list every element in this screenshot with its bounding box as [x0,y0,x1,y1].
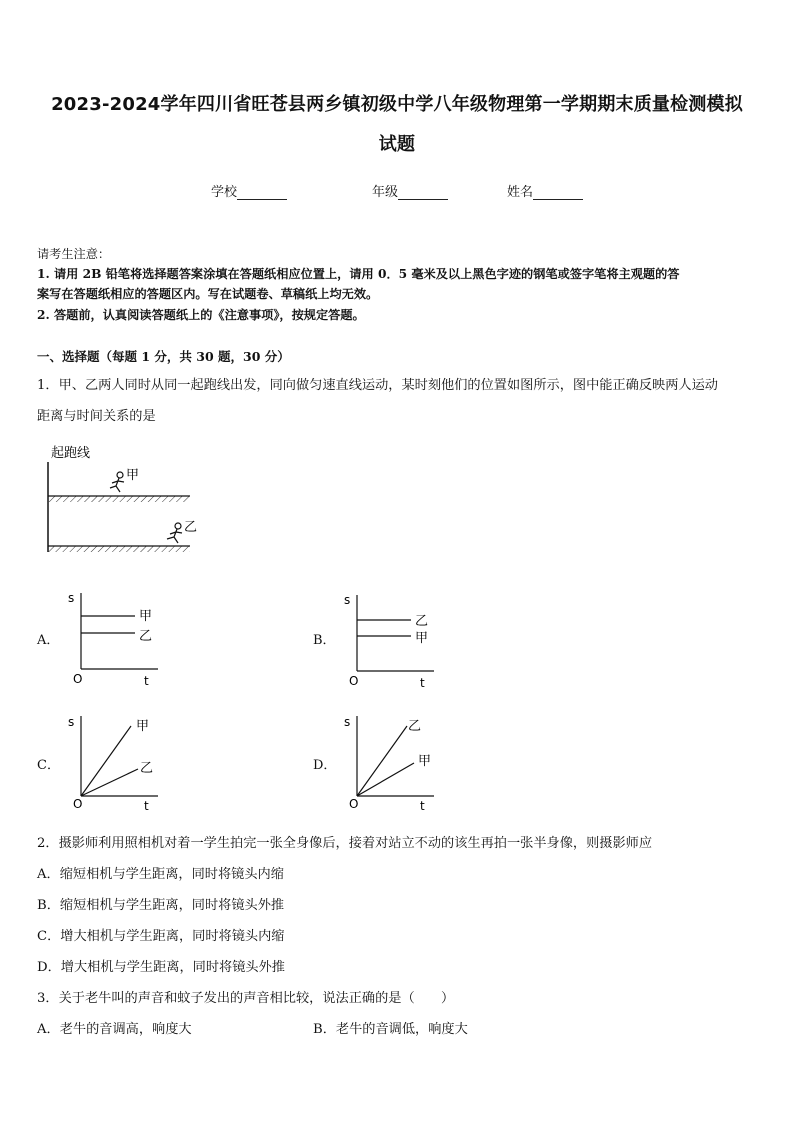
grade-label: 年级 [372,185,399,200]
runner-a-label: 甲 [126,468,140,483]
runner-icon [167,523,182,543]
q3-option-a: A．老牛的音调高，响度大 [37,1022,192,1037]
s-label: s [68,715,75,729]
graph-b [336,587,446,692]
notice-item-2: 2. 答题前，认真阅读答题纸上的《注意事项》，按规定答题。 [37,308,365,322]
lane-bottom [48,546,190,552]
line-upper [357,726,407,796]
page-title: 2023-2024学年四川省旺苍县两乡镇初级中学八年级物理第一学期期末质量检测模拟 [51,94,743,115]
upper-label: 乙 [415,614,429,629]
origin-label: O [349,797,359,811]
origin-label: O [349,674,359,688]
lower-label: 甲 [415,631,429,646]
school-label: 学校 [211,185,238,200]
option-a-label: A． [37,633,60,648]
q2-text: 2．摄影师利用照相机对着一学生拍完一张全身像后，接着对站立不动的该生再拍一张半身像，则摄影师应 [37,836,653,851]
q3-option-b: B．老牛的音调低，响度大 [313,1022,468,1037]
q3-text: 3．关于老牛叫的声音和蚊子发出的声音相比较，说法正确的是（ ） [37,991,455,1006]
q2-option-a: A．缩短相机与学生距离，同时将镜头内缩 [37,867,284,882]
q1-text: 1．甲、乙两人同时从同一起跑线出发，同向做匀速直线运动，某时刻他们的位置如图所示，图中能正确反映两人运动 [37,378,718,393]
t-label: t [144,674,149,688]
line-lower [357,763,414,796]
q2-option-d: D．增大相机与学生距离，同时将镜头外推 [37,960,285,975]
start-line-label: 起跑线 [51,446,91,461]
q1-text-continued: 距离与时间关系的是 [37,409,156,424]
origin-label: O [73,797,83,811]
track-figure [40,440,210,565]
q2-option-b: B．缩短相机与学生距离，同时将镜头外推 [37,898,285,913]
runner-icon [110,472,124,492]
graph-c [60,708,170,813]
graph-a [60,585,170,690]
school-field [211,181,287,200]
upper-label: 甲 [136,719,150,734]
q2-option-c: C．增大相机与学生距离，同时将镜头内缩 [37,929,285,944]
lower-label: 甲 [418,754,432,769]
s-label: s [68,591,75,605]
grade-blank [398,185,448,200]
name-label: 姓名 [507,185,534,200]
s-label: s [344,593,351,607]
name-blank [533,185,583,200]
origin-label: O [73,672,83,686]
t-label: t [420,676,425,690]
t-label: t [420,799,425,813]
page-title-continued: 试题 [378,134,416,155]
option-b-label: B． [313,633,336,648]
section-heading: 一、选择题（每题 1 分，共 30 题，30 分） [37,349,290,364]
upper-label: 乙 [408,719,422,734]
option-d-label: D． [313,758,337,773]
lane-divider [48,496,190,502]
lower-label: 乙 [139,629,153,644]
notice-heading: 请考生注意： [37,247,111,261]
graph-d [336,708,446,813]
upper-label: 甲 [139,609,153,624]
line-lower [81,769,138,796]
notice-item-1b: 案写在答题纸相应的答题区内。写在试题卷、草稿纸上均无效。 [37,287,379,301]
school-blank [237,185,287,200]
name-field [507,181,583,200]
t-label: t [144,799,149,813]
grade-field [372,181,448,200]
runner-b-label: 乙 [184,520,198,535]
s-label: s [344,715,351,729]
lower-label: 乙 [140,761,154,776]
line-upper [81,726,131,796]
notice-item-1a: 1. 请用 2B 铅笔将选择题答案涂填在答题纸相应位置上，请用 0．5 毫米及以上黑色字迹的钢笔或签字笔将主观题的答 [37,267,680,281]
option-c-label: C． [37,758,60,773]
